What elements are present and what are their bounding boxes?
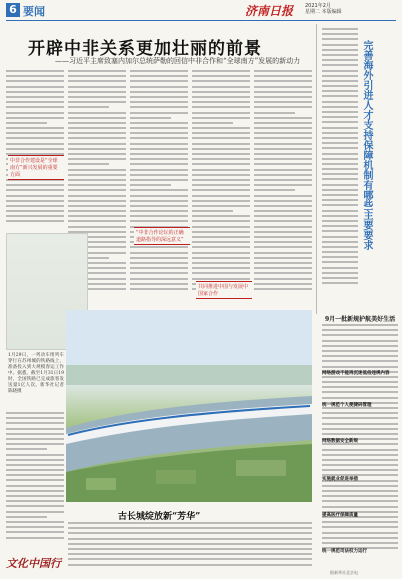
page-number: 6 [6,3,20,17]
newspaper-masthead: 济南日报 [245,4,294,18]
news-source: 据新华社北京电 [330,570,358,575]
subhead-5: 提高医疗保障质量 [322,513,358,518]
column-separator [316,24,317,314]
date-info [305,3,342,15]
subhead-1: 网络游戏不能再沉迷低俗违规内容 [322,371,390,376]
subhead-4: 实施就业促进举措 [322,477,358,482]
text-column-bottom-1 [6,412,64,557]
text-column-5 [254,70,312,310]
editor-info: 星期二 本版编辑 [305,9,342,15]
feature-title: 古长城绽放新“芳华” [118,512,201,522]
right-text-column [322,28,358,308]
article-subtitle: ——习近平主席致塞内加尔总统萨勒的回信中非合作和“全球南方”发展的新动力 [55,57,301,65]
subhead-6: 统一规范司法权力运行 [322,549,367,554]
section-name: 要闻 [23,5,45,18]
photo-caption: 1月29日，一列动车组列车穿行在苏州城的铁路线上，准备投入到大规模春运工作中。据悉，截至1月31日19时，全国铁路已完成旅客发送量1亿人次。新华社记者 陈晓摄 [8,353,64,394]
page-header [0,0,402,22]
text-column-3 [130,70,188,310]
news-title: 9月一批新规护航美好生活 [325,316,396,323]
header-rule [6,20,396,21]
feature-text [68,522,312,572]
subhead-2: 统一规范个人便捷码管理 [322,403,372,408]
feature-logo: 文化中国行 [6,557,61,570]
text-column-4 [192,70,250,310]
date-text: 2021年2月 [305,3,331,9]
subhead-3: 网络数据安全新规 [322,439,358,444]
train-illustration [66,310,312,502]
text-column-1 [6,70,64,230]
callout-3: 共同推进中国与发展中国家合作 [196,281,252,299]
right-article-title: 完善海外引进人才支持保障机制有哪些主要要求 [361,40,372,250]
news-text [322,324,398,564]
callout-2: “中非合作论坛的正确道路指导的深远意义” [134,227,190,245]
train-photo [66,310,312,502]
article-title: 开辟中非关系更加壮丽的前景 [28,39,262,59]
callout-1: 中非合作建设是“全球南方”新兴发展的重要方面 [8,155,64,180]
